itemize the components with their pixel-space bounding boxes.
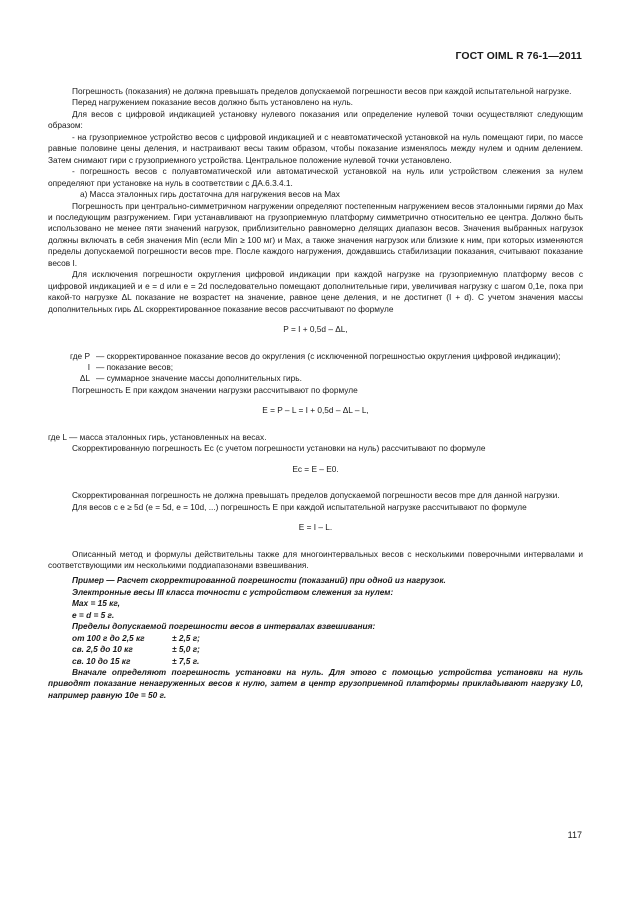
where-line: где L — масса эталонных гирь, установленных на весах. [48,431,267,442]
paragraph: Для исключения погрешности округления цифровой индикации при каждой нагрузке на грузоприемную платформу весов с цифровой индикацией и e = d или e = 2d последовательно помещают дополнительные гири, увеличивая нагрузку с шагом 0,1e, пока при какой-то нагрузке ΔL показание не возрастет на значение, равное цене деления, и не достигнет (I + d). С учетом значения массы дополнительных гирь ΔL скорректированное показание весов рассчитывают по формуле [48,269,583,314]
paragraph: Скорректированная погрешность не должна превышать пределов допускаемой погрешности весов mpe для данной нагрузки. [72,490,560,501]
where-symbol: ΔL [79,373,90,384]
error-cell: ± 5,0 г; [172,644,200,655]
where-description: — скорректированное показание весов до округления (с исключенной погрешностью округления цифровой индикации); [96,350,561,361]
where-description: — показание весов; [96,361,174,372]
where-item [48,362,583,373]
where-symbol: где P [70,350,90,361]
paragraph: Описанный метод и формулы действительны также для многоинтервальных весов с несколькими поверочными интервалами и соответствующими им несколькими поддиапазонами взвешивания. [48,548,583,570]
formula-e: E = P – L = I + 0,5d – ΔL – L, [262,405,369,416]
paragraph: Для весов с e ≥ 5d (e = 5d, e = 10d, ...) погрешность E при каждой испытательной нагрузке рассчитывают по формуле [72,501,527,512]
where-item [48,373,583,384]
range-cell: от 100 г до 2,5 кг [72,632,145,643]
paragraph: Погрешность E при каждом значении нагрузки рассчитывают по формуле [72,384,358,395]
error-limit-row [48,656,583,667]
paragraph: Для весов с цифровой индикацией установку нулевого показания или определение нулевой точки осуществляют следующим образом: [48,108,583,131]
paragraph-subheading: а) Масса эталонных гирь достаточна для нагружения весов на Max [80,189,340,200]
paragraph: Перед нагружением показание весов должно быть установлено на нуль. [72,97,353,108]
example-line: Max = 15 кг, [72,598,120,609]
where-item [48,351,583,362]
range-cell: св. 2,5 до 10 кг [72,644,133,655]
example-line: Электронные весы III класса точности с устройством слежения за нулем: [72,586,394,597]
error-limit-row [48,644,583,655]
example-line: Пределы допускаемой погрешности весов в интервалах взвешивания: [72,621,376,632]
error-cell: ± 2,5 г; [172,632,200,643]
where-list [48,351,583,385]
example-line: Вначале определяют погрешность установки на нуль. Для этого с помощью устройства установки на нуль приводят показание ненагруженных весов к нулю, затем в центр грузоприемной платформы прикладывают нагрузку L0, например равную 10e = 50 г. [48,667,583,700]
page-number: 117 [567,830,582,840]
error-cell: ± 7,5 г. [172,655,200,666]
paragraph: Погрешность (показания) не должна превышать пределов допускаемой погрешности весов при каждой испытательной нагрузке. [72,86,572,96]
paragraph: Погрешность при центрально-симметричном нагружении определяют постепенным нагружением весов эталонными гирями до Max и последующим разгружением. Гири устанавливают на грузоприемную платформу симметрично относительно ее центра. Должно быть использовано не менее пяти значений нагрузок, приблизительно равномерно делящих диапазон весов. Значения выбранных нагрузок должны включать в себя значения Min (если Min ≥ 100 мг) и Max, а также значения нагрузок или близкие к ним, при которых изменяются пределы допускаемой погрешности весов mpe. После каждого нагружения, дождавшись стабилизации показания, считывают показание весов I. [48,200,583,268]
where-symbol: I [87,361,90,372]
formula-p: P = I + 0,5d – ΔL, [283,324,348,335]
paragraph: - на грузоприемное устройство весов с цифровой индикацией и с неавтоматической установкой на нуль помещают гири, по массе равные половине цены деления, и настраивают весы таким образом, чтобы показание изменялось между нулем и одним делением. Затем снимают гири с грузоприемного устройства. Центральное положение нулевой точки установлено. [48,131,583,165]
example-block [48,575,583,701]
paragraph: Скорректированную погрешность Ec (с учетом погрешности установки на нуль) рассчитывают по формуле [72,443,486,454]
range-cell: св. 10 до 15 кг [72,655,131,666]
where-description: — суммарное значение массы дополнительных гирь. [96,373,302,384]
example-line: e = d = 5 г. [72,609,115,620]
page-header: ГОСТ OIML R 76-1—2011 [455,50,582,62]
formula-ec: Ec = E – E0. [292,463,339,474]
body-text [48,86,583,701]
example-title: Пример — Расчет скорректированной погрешности (показаний) при одной из нагрузок. [72,575,446,586]
paragraph: - погрешность весов с полуавтоматической или автоматической установкой на нуль или устройством слежения за нулем определяют при установке на нуль в соответствии с ДА.6.3.4.1. [48,166,583,188]
formula-e-simple: E = I – L. [298,522,333,533]
error-limit-row [48,633,583,644]
